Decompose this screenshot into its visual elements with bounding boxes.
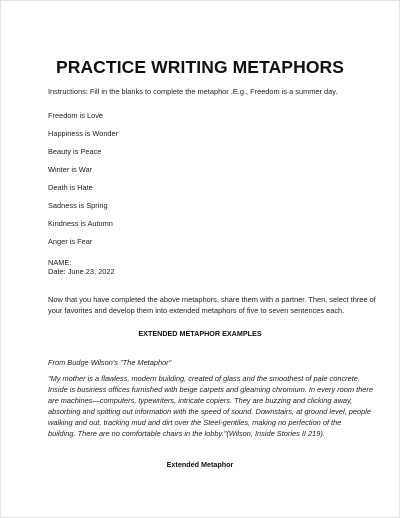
quote-line: "My mother is a flawless, modern building, created of glass and the smoothest of pale concrete. xyxy=(48,374,360,383)
metaphor-item: Kindness is Autumn xyxy=(48,219,113,228)
page-title: PRACTICE WRITING METAPHORS xyxy=(55,57,345,77)
quote-line: walking and out, tracking mud and dirt over the Steel-gentiles, making no perfection of the xyxy=(48,418,342,427)
partner-paragraph-line-1: Now that you have completed the above metaphors, share them with a partner. Then, select three of xyxy=(48,295,376,304)
metaphor-item: Freedom is Love xyxy=(48,111,104,120)
metaphor-item: Beauty is Peace xyxy=(48,147,102,156)
metaphor-item: Winter is War xyxy=(48,165,93,174)
quote-line: are machines—computers, typewriters, intricate copiers. They are buzzing and clicking away, xyxy=(48,396,353,405)
quote-line: Inside is business offices furnished with beige carpets and gleaming chromium. In every room there xyxy=(48,385,373,394)
source-title: "The Metaphor" xyxy=(120,358,172,367)
footer-heading: Extended Metaphor xyxy=(166,460,234,469)
metaphor-item: Anger is Fear xyxy=(48,237,93,246)
date-label: Date: June 23, 2022 xyxy=(48,267,115,276)
quote-line: building. There are no comfortable chairs in the lobby."(Wilson, Inside Stories II 219). xyxy=(48,429,325,438)
metaphor-item: Sadness is Spring xyxy=(48,201,108,210)
source-line xyxy=(48,358,171,367)
instructions-text: Instructions: Fill in the blanks to complete the metaphor .E.g., Freedom is a summer day. xyxy=(48,87,338,96)
quote-line: absorbing and spitting out information with the speed of sound. Downstairs, at ground level, people xyxy=(48,407,371,416)
partner-paragraph-line-2: your favorites and develop them into extended metaphors of five to seven sentences each. xyxy=(48,306,345,315)
name-label: NAME: xyxy=(48,258,72,267)
section-heading: EXTENDED METAPHOR EXAMPLES xyxy=(138,329,262,338)
source-prefix: From Budge Wilson's xyxy=(48,358,120,367)
metaphor-item: Happiness is Wonder xyxy=(48,129,119,138)
metaphor-item: Death is Hate xyxy=(48,183,93,192)
